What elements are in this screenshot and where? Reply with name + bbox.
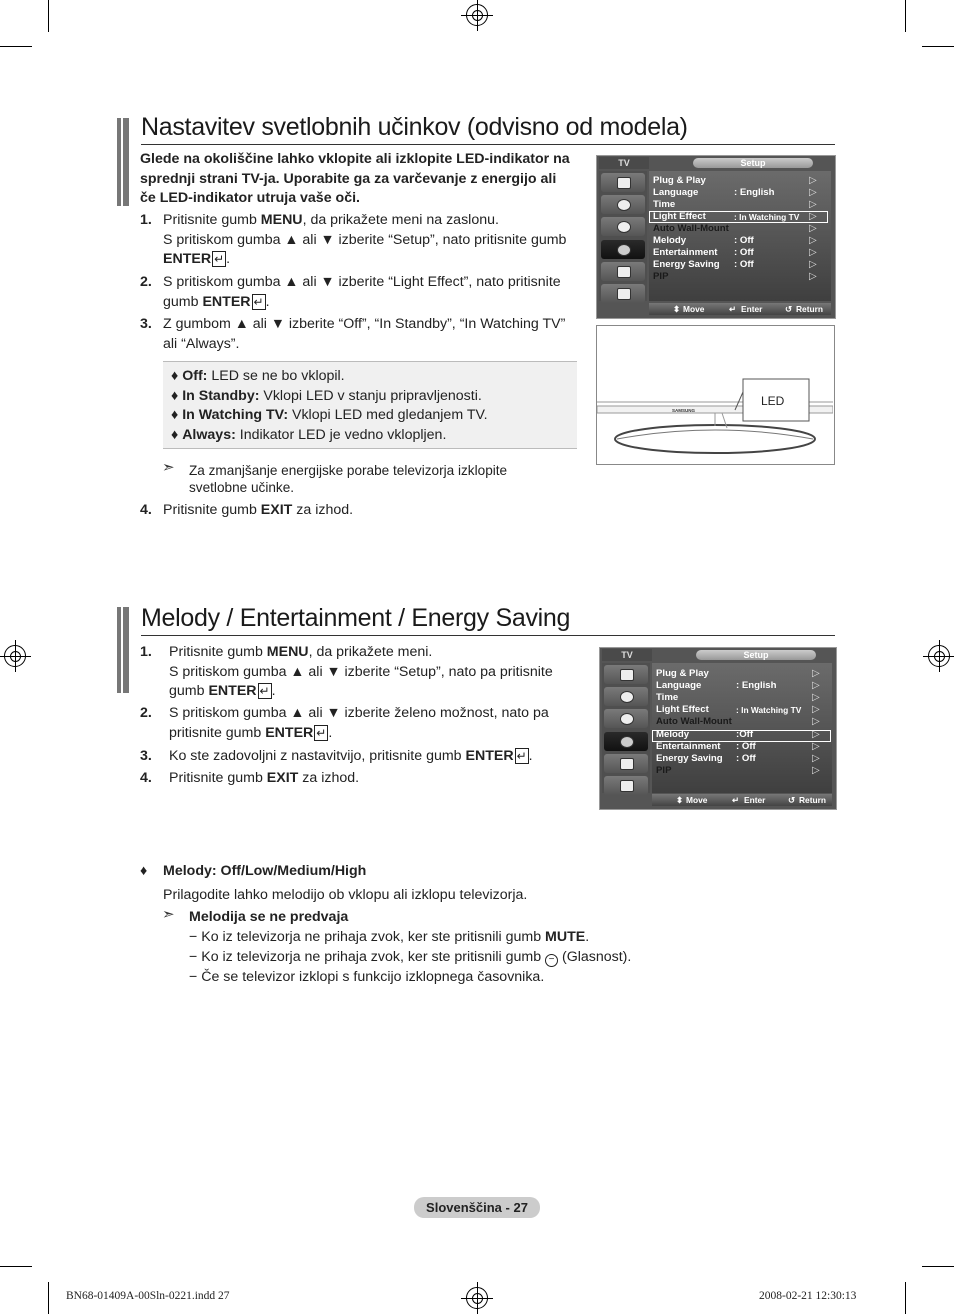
osd-item: Time [656, 692, 679, 703]
osd-panel [649, 171, 831, 301]
step-number: 2. [140, 705, 152, 721]
step-number: 1. [140, 212, 152, 228]
step-number: 4. [140, 770, 152, 786]
crop-mark [905, 0, 906, 32]
section-title: Nastavitev svetlobnih učinkov (odvisno od modela) [141, 113, 835, 145]
osd-item: PIP [656, 765, 672, 776]
move-icon: ⬍ [676, 795, 684, 805]
arrow-right-icon: ▷ [812, 680, 820, 691]
osd-value: : In Watching TV [736, 705, 802, 715]
osd-item: Entertainment [653, 247, 718, 258]
osd-item: Plug & Play [653, 175, 706, 186]
osd-tab-setup: Setup [693, 158, 813, 168]
osd-item: PIP [653, 271, 669, 282]
arrow-right-icon: ▷ [812, 753, 820, 764]
osd-item: Energy Saving [653, 259, 720, 270]
volume-minus-icon: − [545, 954, 558, 967]
arrow-right-icon: ▷ [809, 271, 817, 282]
osd-value: : Off [736, 741, 756, 752]
step-text: Pritisnite gumb MENU, da prikažete meni na zaslonu. S pritiskom gumba ▲ ali ▼ izberite “Setup”, nato pritisnite gumb ENTER ↵ . [163, 212, 567, 267]
section-title: Melody / Entertainment / Energy Saving [141, 604, 835, 636]
application-icon [601, 284, 645, 303]
osd-item: Plug & Play [656, 668, 709, 679]
crop-mark [0, 46, 32, 47]
enter-icon: ↵ [516, 749, 527, 763]
osd-item: Auto Wall-Mount [653, 223, 729, 234]
enter-icon: ↵ [214, 252, 225, 266]
osd-value: : Off [736, 753, 756, 764]
input-icon [604, 754, 648, 773]
step-text: Z gumbom ▲ ali ▼ izberite “Off”, “In Standby”, “In Watching TV” ali “Always”. [163, 316, 566, 352]
crop-mark [922, 46, 954, 47]
osd-item: Light Effect [656, 704, 709, 715]
sound-icon [604, 687, 648, 706]
file-slug: BN68-01409A-00Sln-0221.indd 27 [66, 1290, 230, 1302]
arrow-right-icon: ▷ [812, 729, 820, 740]
osd-item: Energy Saving [656, 753, 723, 764]
melody-text: Prilagodite lahko melodijo ob vklopu ali izklopu televizorja. [163, 887, 528, 903]
arrow-right-icon: ▷ [812, 765, 820, 776]
step-text: Pritisnite gumb MENU, da prikažete meni. S pritiskom gumba ▲ ali ▼ izberite “Setup”, nato pa pritisnite gumb ENTER ↵ . [169, 644, 553, 699]
crop-mark [922, 1266, 954, 1267]
osd-tv-label: TV [602, 649, 652, 661]
channel-icon [604, 709, 648, 728]
registration-mark-icon [4, 645, 26, 667]
osd-item: Time [653, 199, 676, 210]
osd-value: :Off [736, 729, 754, 740]
osd-item: Language [656, 680, 702, 691]
arrow-right-icon: ▷ [812, 668, 820, 679]
return-icon: ↺ [788, 795, 796, 805]
enter-icon: ↵ [253, 294, 264, 309]
setup-gear-icon [601, 240, 645, 259]
osd-value: : Off [734, 259, 754, 270]
arrow-right-icon: ▷ [812, 741, 820, 752]
arrow-right-icon: ▷ [809, 247, 817, 258]
melody-heading: Melody: Off/Low/Medium/High [163, 863, 367, 879]
enter-icon: ↵ [259, 684, 270, 698]
crop-mark [48, 0, 49, 32]
osd-item: Auto Wall-Mount [656, 716, 732, 727]
setup-gear-icon [604, 732, 648, 751]
arrow-right-icon: ▷ [809, 211, 817, 222]
osd-sidebar [602, 663, 650, 793]
osd-value: : Off [734, 247, 754, 258]
osd-tv-label: TV [599, 157, 649, 169]
channel-icon [601, 217, 645, 236]
return-icon: ↺ [785, 304, 793, 314]
step-text: S pritiskom gumba ▲ ali ▼ izberite želeno možnost, nato pa pritisnite gumb ENTER ↵ . [169, 705, 549, 741]
enter-icon: ↵ [732, 795, 740, 805]
arrow-right-icon: ▷ [809, 235, 817, 246]
note-line: − Ko iz televizorja ne prihaja zvok, ker ste pritisnili gumb − (Glasnost). [189, 949, 632, 965]
osd-item: Language [653, 187, 699, 198]
arrow-right-icon: ▷ [809, 259, 817, 270]
osd-item: Entertainment [656, 741, 721, 752]
osd-item: Melody [656, 729, 690, 740]
note-arrow-icon: ➣ [162, 906, 175, 923]
note-heading: Melodija se ne predvaja [189, 909, 349, 925]
step-text: Pritisnite gumb EXIT za izhod. [163, 502, 354, 518]
crop-mark [0, 1266, 32, 1267]
step-number: 3. [140, 748, 152, 764]
picture-icon [601, 173, 645, 192]
note-text: Za zmanjšanje energijske porabe televizorja izklopite svetlobne učinke. [189, 463, 508, 495]
brand-logo: SAMSUNG [672, 408, 696, 413]
bullet-icon: ♦ [140, 863, 148, 879]
osd-value: : English [734, 187, 775, 198]
note-line: − Če se televizor izklopi s funkcijo izklopnega časovnika. [189, 969, 545, 985]
arrow-right-icon: ▷ [809, 223, 817, 234]
tv-osd-menu [596, 155, 836, 319]
note-arrow-icon: ➣ [162, 459, 175, 476]
crop-mark [905, 1282, 906, 1314]
options-box: ♦ Off: LED se ne bo vklopil. ♦ In Standby: Vklopi LED v stanju pripravljenosti. ♦ In Watching TV: Vklopi LED med gledanjem TV. ♦ Always: Indikator LED je vedno vklopljen. [163, 361, 577, 449]
step-text: S pritiskom gumba ▲ ali ▼ izberite “Light Effect”, nato pritisnite gumb ENTER ↵ . [163, 274, 561, 310]
registration-mark-icon [928, 645, 950, 667]
registration-mark-icon [466, 1287, 488, 1309]
intro-text: Glede na okoliščine lahko vklopite ali izklopite LED-indikator na sprednji strani TV-ja. Uporabite ga za varčevanje z energijo ali če LED-indikator utruja vaše oči. [140, 151, 570, 206]
step-text: Ko ste zadovoljni z nastavitvijo, pritisnite gumb ENTER ↵ . [169, 748, 533, 764]
arrow-right-icon: ▷ [812, 716, 820, 727]
osd-footer: ⬍ Move ↵ Enter ↺ Return [649, 303, 831, 315]
tv-led-diagram [597, 326, 833, 463]
led-label: LED [761, 394, 785, 408]
enter-icon: ↵ [729, 304, 737, 314]
sound-icon [601, 195, 645, 214]
tv-illustration [596, 325, 835, 465]
input-icon [601, 262, 645, 281]
picture-icon [604, 665, 648, 684]
crop-mark [48, 1282, 49, 1314]
arrow-right-icon: ▷ [809, 175, 817, 186]
osd-value: : Off [734, 235, 754, 246]
section-bar [117, 118, 129, 206]
osd-tab-setup: Setup [696, 650, 816, 660]
section-bar [117, 607, 129, 693]
arrow-right-icon: ▷ [809, 199, 817, 210]
osd-item: Melody [653, 235, 687, 246]
step-number: 2. [140, 274, 152, 290]
arrow-right-icon: ▷ [812, 704, 820, 715]
osd-sidebar [599, 171, 647, 301]
osd-value: : English [736, 680, 777, 691]
step-text: Pritisnite gumb EXIT za izhod. [169, 770, 360, 786]
note-line: − Ko iz televizorja ne prihaja zvok, ker ste pritisnili gumb MUTE. [189, 929, 590, 945]
date-slug: 2008-02-21 12:30:13 [759, 1290, 857, 1302]
step-number: 1. [140, 644, 152, 660]
step-number: 4. [140, 502, 152, 518]
step-number: 3. [140, 316, 152, 332]
move-icon: ⬍ [673, 304, 681, 314]
arrow-right-icon: ▷ [812, 692, 820, 703]
page-number: Slovenščina - 27 [414, 1197, 540, 1218]
tv-osd-menu [599, 647, 837, 810]
application-icon [604, 776, 648, 795]
osd-footer: ⬍ Move ↵ Enter ↺ Return [652, 794, 832, 806]
enter-icon: ↵ [316, 725, 327, 740]
osd-item: Light Effect [653, 211, 706, 222]
registration-mark-icon [466, 4, 488, 26]
osd-value: : In Watching TV [734, 212, 800, 222]
osd-panel [652, 663, 832, 793]
arrow-right-icon: ▷ [809, 187, 817, 198]
